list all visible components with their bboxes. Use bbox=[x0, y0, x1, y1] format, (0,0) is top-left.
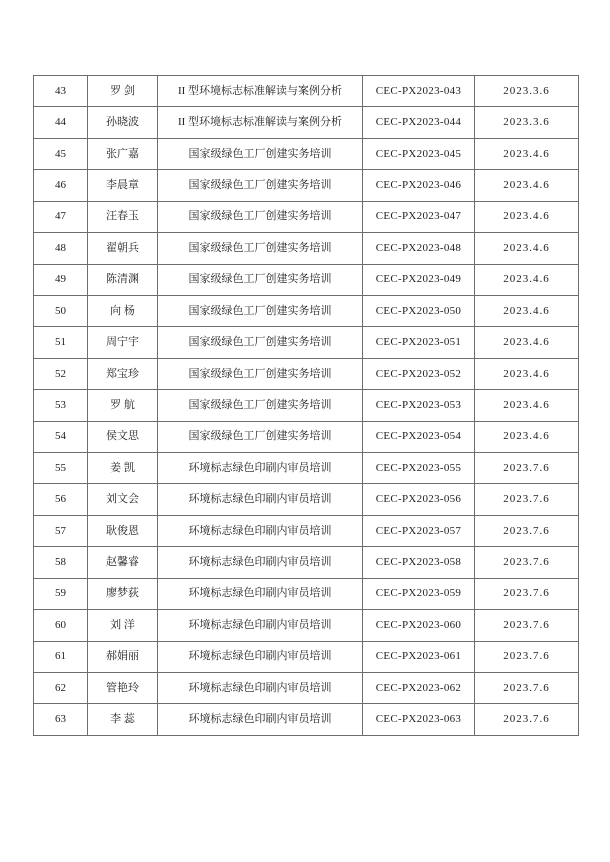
cell-training-course: 环境标志绿色印刷内审员培训 bbox=[158, 484, 363, 515]
cell-issue-date: 2023.4.6 bbox=[475, 170, 579, 201]
table-row bbox=[34, 233, 579, 264]
cell-issue-date: 2023.3.6 bbox=[475, 76, 579, 107]
cell-trainee-name: 向 杨 bbox=[88, 295, 158, 326]
cell-issue-date: 2023.7.6 bbox=[475, 673, 579, 704]
cell-issue-date: 2023.3.6 bbox=[475, 107, 579, 138]
cell-certificate-number: CEC-PX2023-061 bbox=[363, 641, 475, 672]
cell-training-course: 国家级绿色工厂创建实务培训 bbox=[158, 170, 363, 201]
cell-trainee-name: 陈清渊 bbox=[88, 264, 158, 295]
cell-training-course: II 型环境标志标准解读与案例分析 bbox=[158, 107, 363, 138]
cell-trainee-name: 李晨章 bbox=[88, 170, 158, 201]
table-row bbox=[34, 295, 579, 326]
cell-trainee-name: 罗 剑 bbox=[88, 76, 158, 107]
cell-training-course: 环境标志绿色印刷内审员培训 bbox=[158, 641, 363, 672]
cell-issue-date: 2023.4.6 bbox=[475, 390, 579, 421]
cell-issue-date: 2023.4.6 bbox=[475, 138, 579, 169]
table-row bbox=[34, 390, 579, 421]
table-row bbox=[34, 547, 579, 578]
cell-training-course: 国家级绿色工厂创建实务培训 bbox=[158, 390, 363, 421]
cell-trainee-name: 郝娟丽 bbox=[88, 641, 158, 672]
cell-trainee-name: 李 蕊 bbox=[88, 704, 158, 736]
cell-trainee-name: 廖梦荻 bbox=[88, 578, 158, 609]
cell-training-course: 国家级绿色工厂创建实务培训 bbox=[158, 358, 363, 389]
cell-training-course: 国家级绿色工厂创建实务培训 bbox=[158, 421, 363, 452]
cell-serial-number: 55 bbox=[34, 453, 88, 484]
cell-training-course: 国家级绿色工厂创建实务培训 bbox=[158, 201, 363, 232]
cell-serial-number: 50 bbox=[34, 295, 88, 326]
table-row bbox=[34, 201, 579, 232]
cell-certificate-number: CEC-PX2023-056 bbox=[363, 484, 475, 515]
cell-certificate-number: CEC-PX2023-057 bbox=[363, 515, 475, 546]
table-row bbox=[34, 484, 579, 515]
cell-trainee-name: 赵馨睿 bbox=[88, 547, 158, 578]
cell-certificate-number: CEC-PX2023-045 bbox=[363, 138, 475, 169]
cell-training-course: 国家级绿色工厂创建实务培训 bbox=[158, 264, 363, 295]
cell-issue-date: 2023.4.6 bbox=[475, 295, 579, 326]
table-row bbox=[34, 704, 579, 736]
cell-issue-date: 2023.7.6 bbox=[475, 453, 579, 484]
table-row bbox=[34, 610, 579, 641]
cell-certificate-number: CEC-PX2023-060 bbox=[363, 610, 475, 641]
cell-issue-date: 2023.7.6 bbox=[475, 484, 579, 515]
cell-certificate-number: CEC-PX2023-049 bbox=[363, 264, 475, 295]
cell-certificate-number: CEC-PX2023-063 bbox=[363, 704, 475, 736]
cell-training-course: 国家级绿色工厂创建实务培训 bbox=[158, 295, 363, 326]
cell-trainee-name: 汪春玉 bbox=[88, 201, 158, 232]
cell-serial-number: 53 bbox=[34, 390, 88, 421]
cell-serial-number: 59 bbox=[34, 578, 88, 609]
table-row bbox=[34, 515, 579, 546]
cell-certificate-number: CEC-PX2023-047 bbox=[363, 201, 475, 232]
cell-certificate-number: CEC-PX2023-050 bbox=[363, 295, 475, 326]
cell-issue-date: 2023.4.6 bbox=[475, 358, 579, 389]
cell-trainee-name: 刘 洋 bbox=[88, 610, 158, 641]
cell-serial-number: 48 bbox=[34, 233, 88, 264]
cell-training-course: 环境标志绿色印刷内审员培训 bbox=[158, 578, 363, 609]
cell-certificate-number: CEC-PX2023-052 bbox=[363, 358, 475, 389]
table-row bbox=[34, 358, 579, 389]
cell-serial-number: 61 bbox=[34, 641, 88, 672]
cell-issue-date: 2023.7.6 bbox=[475, 515, 579, 546]
cell-issue-date: 2023.7.6 bbox=[475, 641, 579, 672]
cell-trainee-name: 刘文会 bbox=[88, 484, 158, 515]
table-row bbox=[34, 138, 579, 169]
table-row bbox=[34, 453, 579, 484]
cell-training-course: 国家级绿色工厂创建实务培训 bbox=[158, 327, 363, 358]
cell-serial-number: 43 bbox=[34, 76, 88, 107]
cell-serial-number: 54 bbox=[34, 421, 88, 452]
table-row bbox=[34, 673, 579, 704]
table-row bbox=[34, 578, 579, 609]
cell-serial-number: 52 bbox=[34, 358, 88, 389]
table-row bbox=[34, 264, 579, 295]
cell-certificate-number: CEC-PX2023-054 bbox=[363, 421, 475, 452]
cell-trainee-name: 孙晓波 bbox=[88, 107, 158, 138]
cell-issue-date: 2023.4.6 bbox=[475, 201, 579, 232]
cell-certificate-number: CEC-PX2023-062 bbox=[363, 673, 475, 704]
cell-serial-number: 62 bbox=[34, 673, 88, 704]
cell-certificate-number: CEC-PX2023-055 bbox=[363, 453, 475, 484]
cell-training-course: 环境标志绿色印刷内审员培训 bbox=[158, 547, 363, 578]
cell-issue-date: 2023.7.6 bbox=[475, 547, 579, 578]
cell-serial-number: 49 bbox=[34, 264, 88, 295]
cell-trainee-name: 管艳玲 bbox=[88, 673, 158, 704]
cell-serial-number: 58 bbox=[34, 547, 88, 578]
cell-trainee-name: 侯文思 bbox=[88, 421, 158, 452]
cell-issue-date: 2023.4.6 bbox=[475, 233, 579, 264]
cell-issue-date: 2023.4.6 bbox=[475, 264, 579, 295]
cell-serial-number: 56 bbox=[34, 484, 88, 515]
cell-serial-number: 46 bbox=[34, 170, 88, 201]
cell-issue-date: 2023.7.6 bbox=[475, 704, 579, 736]
cell-training-course: 环境标志绿色印刷内审员培训 bbox=[158, 610, 363, 641]
cell-issue-date: 2023.4.6 bbox=[475, 421, 579, 452]
cell-certificate-number: CEC-PX2023-053 bbox=[363, 390, 475, 421]
cell-training-course: II 型环境标志标准解读与案例分析 bbox=[158, 76, 363, 107]
cell-certificate-number: CEC-PX2023-046 bbox=[363, 170, 475, 201]
table-row bbox=[34, 421, 579, 452]
cell-certificate-number: CEC-PX2023-059 bbox=[363, 578, 475, 609]
cell-trainee-name: 张广嘉 bbox=[88, 138, 158, 169]
cell-training-course: 环境标志绿色印刷内审员培训 bbox=[158, 673, 363, 704]
cell-certificate-number: CEC-PX2023-044 bbox=[363, 107, 475, 138]
cell-training-course: 环境标志绿色印刷内审员培训 bbox=[158, 515, 363, 546]
cell-trainee-name: 周宁宇 bbox=[88, 327, 158, 358]
cell-certificate-number: CEC-PX2023-058 bbox=[363, 547, 475, 578]
table-row bbox=[34, 76, 579, 107]
cell-trainee-name: 耿俊恩 bbox=[88, 515, 158, 546]
cell-issue-date: 2023.7.6 bbox=[475, 610, 579, 641]
table-body bbox=[34, 76, 579, 736]
cell-serial-number: 51 bbox=[34, 327, 88, 358]
cell-training-course: 国家级绿色工厂创建实务培训 bbox=[158, 138, 363, 169]
cell-serial-number: 57 bbox=[34, 515, 88, 546]
cell-trainee-name: 罗 航 bbox=[88, 390, 158, 421]
cell-serial-number: 60 bbox=[34, 610, 88, 641]
cell-certificate-number: CEC-PX2023-051 bbox=[363, 327, 475, 358]
cell-training-course: 环境标志绿色印刷内审员培训 bbox=[158, 453, 363, 484]
cell-serial-number: 45 bbox=[34, 138, 88, 169]
table-row bbox=[34, 327, 579, 358]
cell-serial-number: 47 bbox=[34, 201, 88, 232]
cell-issue-date: 2023.7.6 bbox=[475, 578, 579, 609]
cell-certificate-number: CEC-PX2023-043 bbox=[363, 76, 475, 107]
table-row bbox=[34, 107, 579, 138]
cell-serial-number: 44 bbox=[34, 107, 88, 138]
cell-trainee-name: 翟朝兵 bbox=[88, 233, 158, 264]
cell-training-course: 国家级绿色工厂创建实务培训 bbox=[158, 233, 363, 264]
cell-serial-number: 63 bbox=[34, 704, 88, 736]
cell-certificate-number: CEC-PX2023-048 bbox=[363, 233, 475, 264]
cell-issue-date: 2023.4.6 bbox=[475, 327, 579, 358]
table-row bbox=[34, 170, 579, 201]
cell-training-course: 环境标志绿色印刷内审员培训 bbox=[158, 704, 363, 736]
table-row bbox=[34, 641, 579, 672]
cell-trainee-name: 郑宝珍 bbox=[88, 358, 158, 389]
certificate-table bbox=[33, 75, 579, 736]
cell-trainee-name: 姜 凯 bbox=[88, 453, 158, 484]
